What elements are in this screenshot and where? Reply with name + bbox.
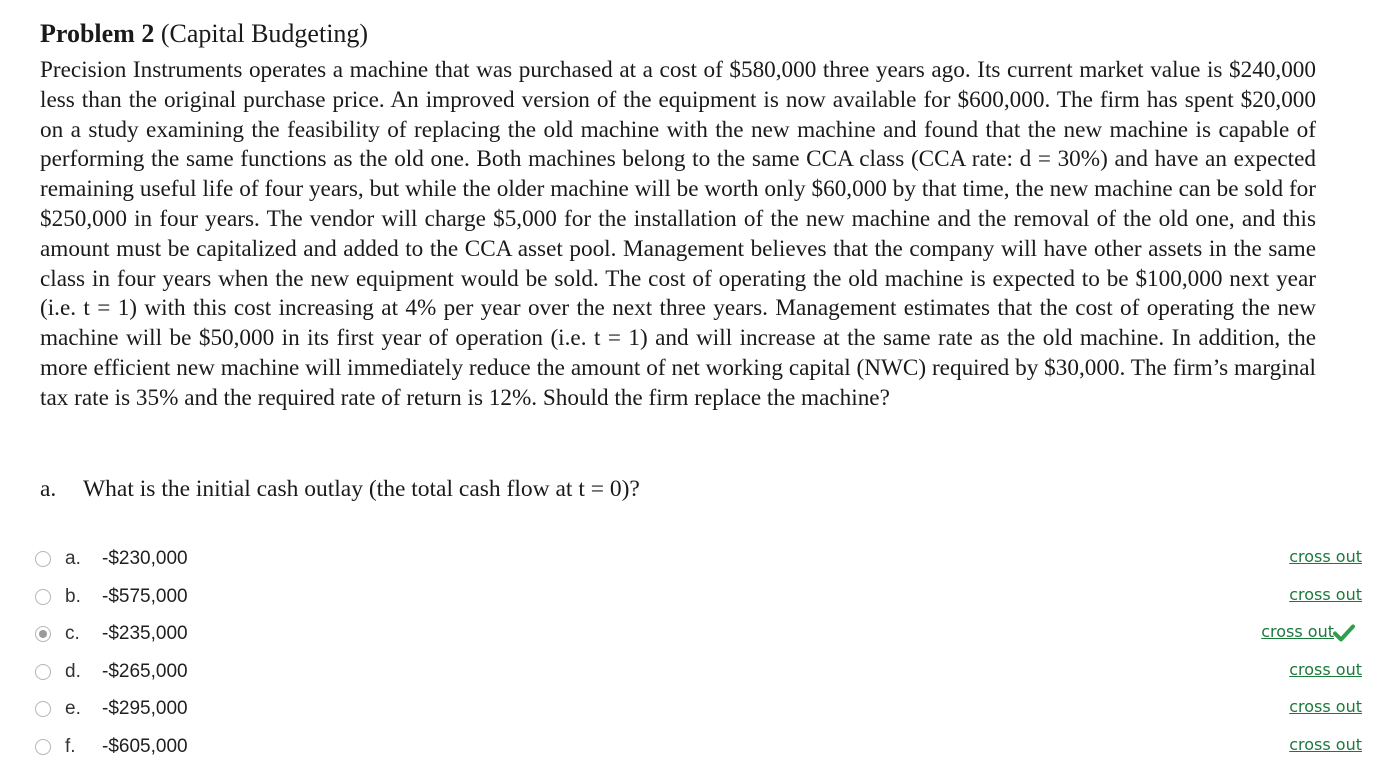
question-letter: a. — [40, 476, 57, 502]
option-letter: a. — [65, 548, 81, 569]
cross-out-link[interactable]: cross out — [1261, 622, 1334, 641]
cross-out-link[interactable]: cross out — [1289, 547, 1362, 566]
cross-out-link[interactable]: cross out — [1289, 659, 1362, 679]
option-value: -$295,000 — [102, 698, 188, 719]
radio-button-selected[interactable] — [35, 626, 51, 642]
answer-option-b[interactable] — [0, 579, 1386, 617]
problem-body: Precision Instruments operates a machine that was purchased at a cost of $580,000 three years ago. Its current market value is $240,000 less than the original purchase price. An improved version of the equipment is now available for $600,000. The firm has spent $20,000 on a study examining the feasibility of replacing the old machine with the new machine and found that the new machine is capable of performing the same functions as the old one. Both machines belong to the same CCA class (CCA rate: d = 30%) and have an expected remaining useful life of four years, but while the older machine will be worth only $60,000 by that time, the new machine can be sold for $250,000 in four years. The vendor will charge $5,000 for the installation of the new machine and the removal of the old one, and this amount must be capitalized and added to the CCA asset pool. Management believes that the company will have other assets in the same class in four years when the new equipment would be sold. The cost of operating the old machine is expected to be $100,000 next year (i.e. t = 1) with this cost increasing at 4% per year over the next three years. Management estimates that the cost of operating the new machine will be $50,000 in its first year of operation (i.e. t = 1) and will increase at the same rate as the old machine. In addition, the more efficient new machine will immediately reduce the amount of net working capital (NWC) required by $30,000. The firm’s marginal tax rate is 35% and the required rate of return is 12%. Should the firm replace the machine? — [40, 57, 1316, 411]
radio-button[interactable] — [35, 701, 51, 717]
option-value: -$265,000 — [102, 660, 188, 682]
cross-out-link[interactable]: cross out — [1289, 734, 1362, 754]
option-letter: d. — [65, 660, 81, 682]
answer-option-d[interactable] — [0, 654, 1386, 692]
question-text: What is the initial cash outlay (the total cash flow at t = 0)? — [83, 476, 640, 502]
option-letter: e. — [65, 698, 81, 719]
problem-title — [40, 16, 1316, 52]
radio-button[interactable] — [35, 551, 51, 567]
problem-statement — [40, 16, 1316, 414]
cross-out-link[interactable]: cross out — [1289, 584, 1362, 604]
option-value: -$575,000 — [102, 585, 188, 607]
radio-button[interactable] — [35, 664, 51, 680]
option-letter: f. — [65, 735, 76, 757]
answer-list — [0, 541, 1386, 766]
option-value: -$235,000 — [102, 623, 188, 644]
answer-option-e[interactable] — [0, 691, 1386, 729]
problem-title-subject: (Capital Budgeting) — [154, 19, 369, 48]
answer-option-c[interactable] — [0, 616, 1386, 654]
option-value: -$605,000 — [102, 735, 188, 757]
radio-button[interactable] — [35, 739, 51, 755]
problem-title-bold: Problem 2 — [40, 19, 155, 48]
check-icon — [1333, 624, 1355, 642]
radio-button[interactable] — [35, 589, 51, 605]
answer-option-f[interactable] — [0, 729, 1386, 767]
cross-out-link[interactable]: cross out — [1289, 697, 1362, 716]
option-letter: b. — [65, 585, 81, 607]
question — [40, 474, 640, 504]
option-letter: c. — [65, 623, 80, 644]
answer-option-a[interactable] — [0, 541, 1386, 579]
option-value: -$230,000 — [102, 548, 188, 569]
